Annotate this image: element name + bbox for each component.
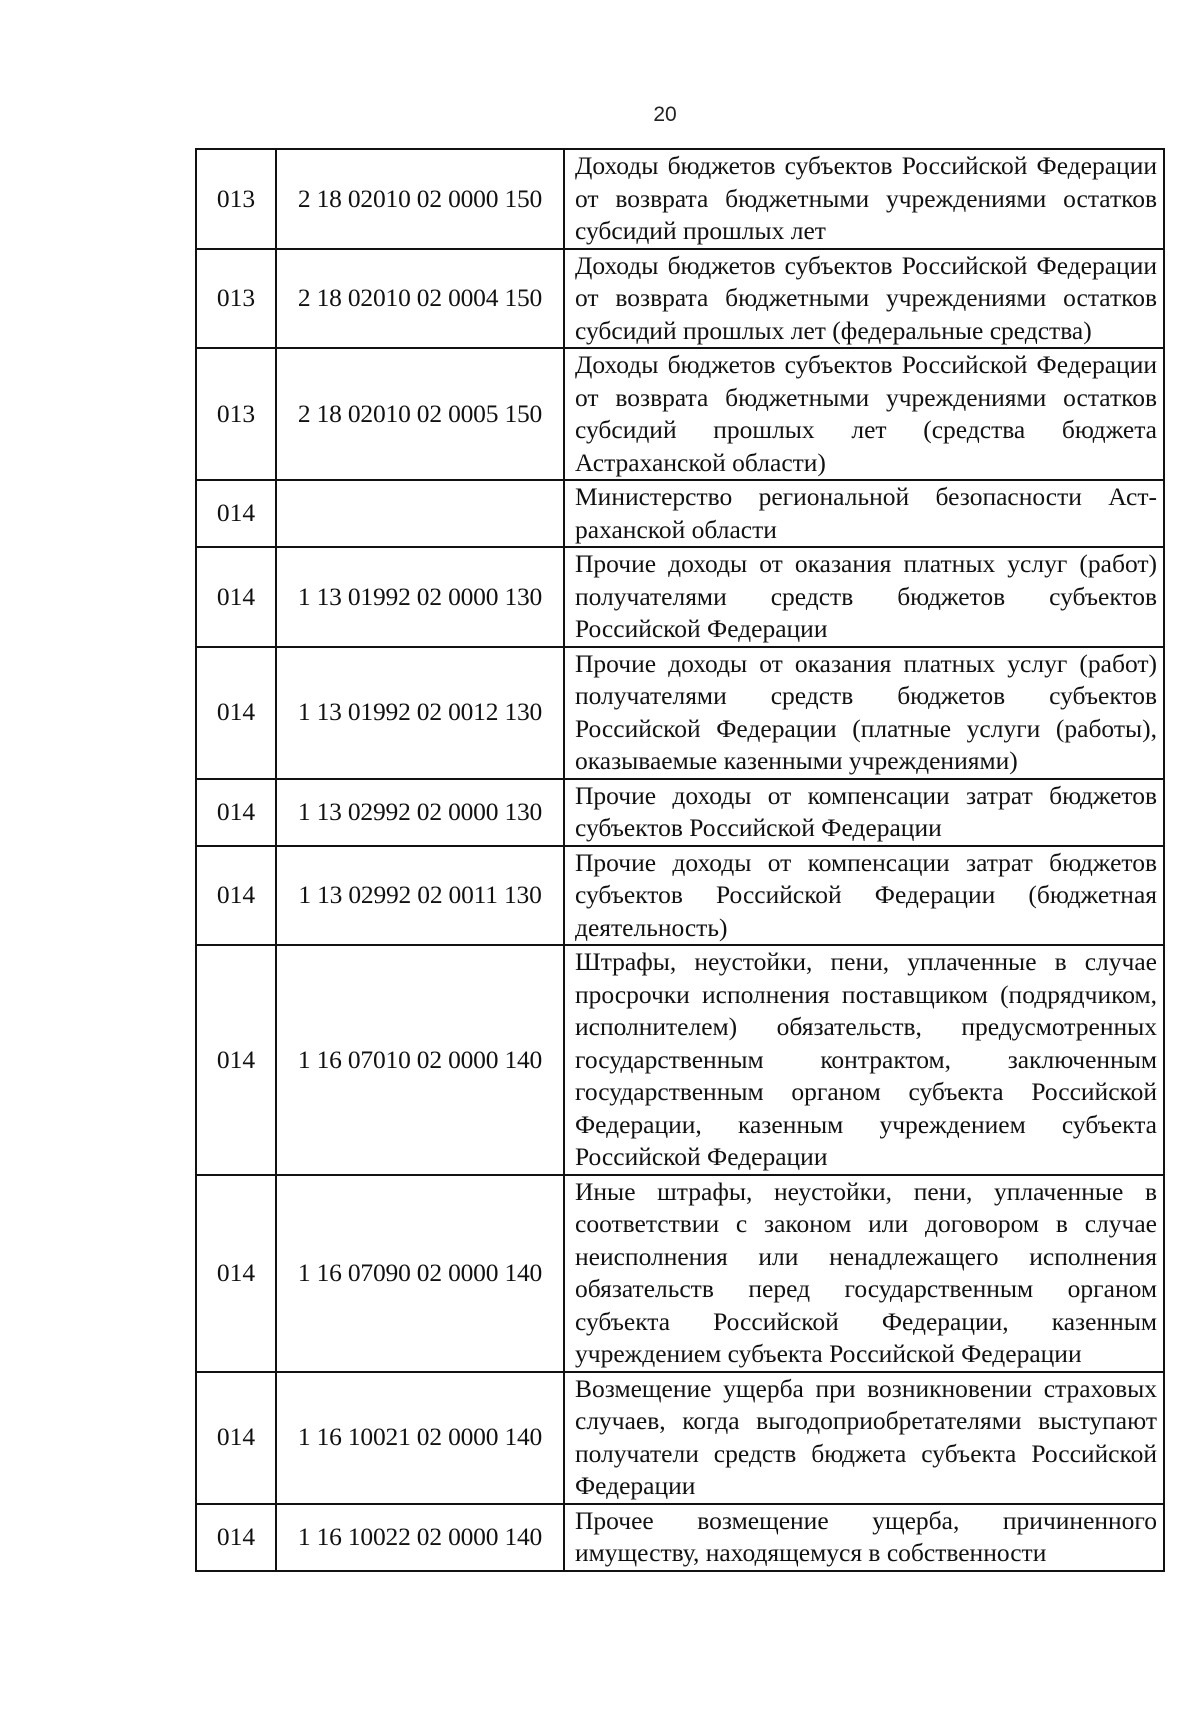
admin-code-cell: 014: [196, 647, 276, 779]
budget-code-cell: 1 16 10022 02 0000 140: [276, 1504, 564, 1571]
budget-code-cell: 1 16 07090 02 0000 140: [276, 1175, 564, 1372]
admin-code-cell: 014: [196, 1175, 276, 1372]
budget-code-cell: 1 13 02992 02 0000 130: [276, 779, 564, 846]
income-name-cell: Доходы бюджетов субъектов Российской Федерации от возврата бюджетными учреждениями остатков субсидий прошлых лет: [564, 149, 1164, 249]
table-row: [196, 846, 1164, 946]
budget-code-cell: 2 18 02010 02 0000 150: [276, 149, 564, 249]
income-name-cell: Прочее возмещение ущерба, причиненного имуществу, находящемуся в собственности: [564, 1504, 1164, 1571]
income-name-cell: Прочие доходы от оказания платных услуг (работ) получателями средств бюджетов субъектов Российской Федерации (платные услуги (работы), оказываемые казенными учреждениями): [564, 647, 1164, 779]
income-name-cell: Возмещение ущерба при возникновении страховых случаев, когда выгодоприобретателями выступают получатели средств бюджета субъекта Российской Федерации: [564, 1372, 1164, 1504]
table-row: [196, 547, 1164, 647]
budget-codes-table: [195, 148, 1165, 1572]
budget-code-cell: 1 13 02992 02 0011 130: [276, 846, 564, 946]
page-number: 20: [653, 103, 677, 126]
table-row: [196, 348, 1164, 480]
admin-code-cell: 013: [196, 149, 276, 249]
table-row: [196, 1175, 1164, 1372]
budget-code-cell: 2 18 02010 02 0005 150: [276, 348, 564, 480]
income-name-cell: Прочие доходы от компенсации затрат бюджетов субъектов Российской Федерации: [564, 779, 1164, 846]
budget-code-cell: 1 13 01992 02 0012 130: [276, 647, 564, 779]
budget-code-cell: 2 18 02010 02 0004 150: [276, 249, 564, 349]
table-row: [196, 647, 1164, 779]
income-name-cell: Доходы бюджетов субъектов Российской Федерации от возврата бюджетными учреждениями остатков субсидий прошлых лет (средства бюджета Астраханской области): [564, 348, 1164, 480]
income-name-cell: Иные штрафы, неустойки, пени, уплаченные в соответствии с законом или договором в случае неисполнения или ненадлежащего исполнения обязательств перед государственным органом субъекта Российской Федерации, казенным учреждением субъекта Российской Федерации: [564, 1175, 1164, 1372]
table-row: [196, 1504, 1164, 1571]
admin-code-cell: 014: [196, 1504, 276, 1571]
table-row: [196, 249, 1164, 349]
admin-code-cell: 013: [196, 249, 276, 349]
budget-code-cell: 1 13 01992 02 0000 130: [276, 547, 564, 647]
budget-code-cell: 1 16 10021 02 0000 140: [276, 1372, 564, 1504]
income-name-cell: Прочие доходы от оказания платных услуг (работ) получателями средств бюджетов субъектов Российской Федерации: [564, 547, 1164, 647]
table-row: [196, 945, 1164, 1175]
admin-code-cell: 013: [196, 348, 276, 480]
table-row: [196, 779, 1164, 846]
budget-code-cell: [276, 480, 564, 547]
budget-code-cell: 1 16 07010 02 0000 140: [276, 945, 564, 1175]
income-name-cell: Штрафы, неустойки, пени, уплаченные в случае просрочки исполнения поставщиком (подрядчиком, исполнителем) обязательств, предусмотренных государственным контрактом, заключенным государственным органом субъекта Российской Федерации, казенным учреждением субъекта Российской Федерации: [564, 945, 1164, 1175]
table-row: [196, 149, 1164, 249]
admin-code-cell: 014: [196, 945, 276, 1175]
admin-code-cell: 014: [196, 480, 276, 547]
table-row: [196, 480, 1164, 547]
table-row: [196, 1372, 1164, 1504]
admin-code-cell: 014: [196, 779, 276, 846]
admin-code-cell: 014: [196, 547, 276, 647]
admin-code-cell: 014: [196, 1372, 276, 1504]
income-name-cell: Министерство региональной безопасности Астраханской области: [564, 480, 1164, 547]
admin-code-cell: 014: [196, 846, 276, 946]
income-name-cell: Доходы бюджетов субъектов Российской Федерации от возврата бюджетными учреждениями остатков субсидий прошлых лет (федеральные средства): [564, 249, 1164, 349]
income-name-cell: Прочие доходы от компенсации затрат бюджетов субъектов Российской Федерации (бюджетная деятельность): [564, 846, 1164, 946]
